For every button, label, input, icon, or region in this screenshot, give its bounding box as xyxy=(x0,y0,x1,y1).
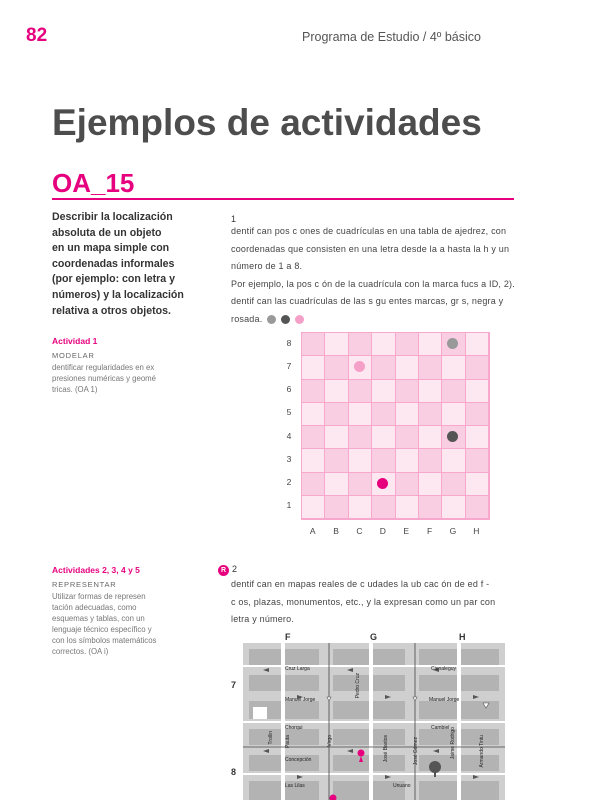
board-cell xyxy=(419,426,442,449)
coordinate-board xyxy=(301,332,490,520)
board-cell xyxy=(325,449,348,472)
board-cell xyxy=(372,333,395,356)
activity-1-text xyxy=(52,362,177,395)
board-cell xyxy=(325,496,348,519)
board-cell xyxy=(466,449,489,472)
board-cell xyxy=(466,333,489,356)
board-row-label: 4 xyxy=(286,430,292,441)
activity-1-label: MODELAR xyxy=(52,351,95,360)
board-cell xyxy=(325,356,348,379)
gray-marker-icon xyxy=(267,315,276,324)
street-label: Pauta xyxy=(285,735,291,749)
board-cell xyxy=(325,333,348,356)
task-line: c os, plazas, monumentos, etc., y la expresan como un par con xyxy=(231,596,496,607)
street-label: José Gómez xyxy=(413,737,419,766)
board-cell xyxy=(419,473,442,496)
task-line: Por ejemplo, la pos c ón de la cuadrícula con la marca fucs a ID, 2). xyxy=(231,278,515,289)
board-cell xyxy=(325,473,348,496)
board-cell xyxy=(372,496,395,519)
task-1-text xyxy=(231,223,536,328)
board-cell xyxy=(396,426,419,449)
activity-text-line: tación adecuadas, como xyxy=(52,603,137,612)
task-1-number: 1 xyxy=(231,214,237,224)
board-cell xyxy=(372,403,395,426)
board-column-label: D xyxy=(379,526,386,536)
description-line: relativa a otros objetos. xyxy=(52,304,171,317)
board-cell xyxy=(302,473,325,496)
program-title: Programa de Estudio / 4º básico xyxy=(302,30,481,44)
street-label: Concepción xyxy=(285,757,312,763)
board-cell xyxy=(419,333,442,356)
board-column-label: B xyxy=(333,526,339,536)
street-label: José Bastos xyxy=(383,735,389,763)
board-cell xyxy=(349,333,372,356)
board-column-label: A xyxy=(309,526,316,536)
board-cell xyxy=(349,380,372,403)
task-line: coordenadas que consisten en una letra desde la a hasta la h y un xyxy=(231,243,510,254)
description-line: absoluta de un objeto xyxy=(52,226,162,239)
page-title: Ejemplos de actividades xyxy=(52,102,482,143)
task-2-number: 2 xyxy=(232,564,238,574)
street-label: Trollin xyxy=(268,731,274,745)
description-line: números) y la localización xyxy=(52,288,184,301)
activity-text-line: esquemas y tablas, con un xyxy=(52,614,145,623)
board-column-label: F xyxy=(426,526,433,536)
board-cell xyxy=(349,426,372,449)
city-map-drawing xyxy=(243,643,505,800)
board-row-label: 8 xyxy=(286,337,292,348)
street-label: Manuel Jorge xyxy=(285,697,316,703)
task-line: dentif can pos c ones de cuadrículas en una tabla de ajedrez, con xyxy=(231,226,507,236)
activity-text-line: presiones numéricas y geomé xyxy=(52,374,157,383)
board-cell xyxy=(442,403,465,426)
description-line: (por ejemplo: con letra y xyxy=(52,273,176,286)
task-line xyxy=(231,311,536,329)
map-row-label: 7 xyxy=(231,680,237,690)
board-cell xyxy=(302,380,325,403)
activity-text-line: lenguaje técnico específico y xyxy=(52,625,152,634)
board-cell xyxy=(302,403,325,426)
board-cell xyxy=(466,496,489,519)
board-cell xyxy=(419,380,442,403)
task-2-text xyxy=(231,576,536,629)
black-marker-icon xyxy=(281,315,290,324)
board-cell xyxy=(466,380,489,403)
board-cell xyxy=(419,496,442,519)
board-cell xyxy=(396,356,419,379)
board-cell xyxy=(349,496,372,519)
board-cell xyxy=(302,333,325,356)
board-cell xyxy=(302,449,325,472)
board-row-label: 5 xyxy=(286,407,292,418)
board-column-label: G xyxy=(449,526,457,536)
street-label: Pedro Cruz xyxy=(355,673,361,699)
street-label: Cambiel xyxy=(431,725,450,731)
board-cell xyxy=(325,403,348,426)
map-col-label: H xyxy=(459,632,466,642)
board-cell xyxy=(466,426,489,449)
board-cell xyxy=(396,449,419,472)
board-cell xyxy=(419,449,442,472)
board-row-label: 3 xyxy=(286,453,292,464)
description-line: coordenadas informales xyxy=(52,257,175,270)
board-cell xyxy=(349,449,372,472)
street-label: Las Lilas xyxy=(285,783,305,789)
description-line: en un mapa simple con xyxy=(52,242,170,255)
board-cell xyxy=(302,426,325,449)
board-cell xyxy=(442,356,465,379)
street-label: Armando Tintu xyxy=(479,735,485,768)
board-cell xyxy=(466,403,489,426)
pink-marker-icon xyxy=(295,315,304,324)
represent-badge-icon: R xyxy=(218,565,229,576)
board-cell xyxy=(442,449,465,472)
board-cell xyxy=(419,356,442,379)
board-cell xyxy=(419,403,442,426)
activity-text-line: tricas. (OA 1) xyxy=(52,385,98,394)
task-line: dentif can en mapas reales de c udades la ub cac ón de ed f - xyxy=(231,579,490,589)
objective-code: OA_15 xyxy=(52,168,135,198)
activity-text-line: correctos. (OA i) xyxy=(52,647,109,656)
board-cell xyxy=(372,449,395,472)
activity-2-label: REPRESENTAR xyxy=(52,580,117,589)
activity-2-heading: Actividades 2, 3, 4 y 5 xyxy=(52,565,140,575)
board-row-label: 7 xyxy=(286,360,292,371)
board-cell xyxy=(302,496,325,519)
board-cell xyxy=(466,356,489,379)
task-line-text: rosada. xyxy=(231,313,263,324)
board-row-label: 6 xyxy=(286,384,292,395)
board-cell xyxy=(372,356,395,379)
activity-text-line: dentificar regularidades en ex xyxy=(52,363,155,372)
board-cell xyxy=(325,380,348,403)
board-cell xyxy=(442,380,465,403)
street-label: Virgo xyxy=(327,735,333,747)
board-cell xyxy=(396,333,419,356)
activity-text-line: con los símbolos matemáticos xyxy=(52,636,157,645)
street-label: Unuano xyxy=(393,783,411,789)
street-label: Manuel Jorge xyxy=(429,697,460,703)
board-cell xyxy=(302,356,325,379)
task-line: número de 1 a 8. xyxy=(231,261,303,271)
description-line: Describir la localización xyxy=(52,211,173,223)
map-col-label: F xyxy=(285,632,291,642)
activity-2-text xyxy=(52,591,177,657)
activity-text-line: Utilizar formas de represen xyxy=(52,592,146,601)
board-column-label: C xyxy=(356,526,363,536)
board-column-label: E xyxy=(403,526,410,536)
board-cell xyxy=(396,380,419,403)
task-line: letra y número. xyxy=(231,614,295,624)
board-cell xyxy=(349,403,372,426)
board-cell xyxy=(325,426,348,449)
board-row-label: 1 xyxy=(286,500,292,511)
board-cell xyxy=(396,473,419,496)
objective-description xyxy=(52,210,212,319)
board-column-label: H xyxy=(473,526,480,536)
board-cell xyxy=(372,426,395,449)
street-label: Jaime Rodrigo xyxy=(450,727,456,760)
page-number: 82 xyxy=(26,25,48,46)
board-cell xyxy=(349,473,372,496)
board-cell xyxy=(396,403,419,426)
board-cell xyxy=(442,473,465,496)
board-row-label: 2 xyxy=(286,477,292,488)
task-line: dentif can las cuadrículas de las s gu entes marcas, gr s, negra y xyxy=(231,296,504,306)
city-map xyxy=(243,643,505,800)
board-cell xyxy=(466,473,489,496)
board-piece-fucsia xyxy=(377,478,388,489)
street-label: Cruz Larga xyxy=(285,666,310,672)
board-cell xyxy=(372,380,395,403)
street-label: Chorqui xyxy=(285,725,303,731)
objective-divider xyxy=(52,198,514,200)
activity-1-heading: Actividad 1 xyxy=(52,336,98,346)
street-label: Cienaleguy xyxy=(431,666,457,672)
board-cell xyxy=(442,496,465,519)
map-col-label: G xyxy=(370,632,378,642)
map-row-label: 8 xyxy=(231,767,237,777)
board-cell xyxy=(396,496,419,519)
